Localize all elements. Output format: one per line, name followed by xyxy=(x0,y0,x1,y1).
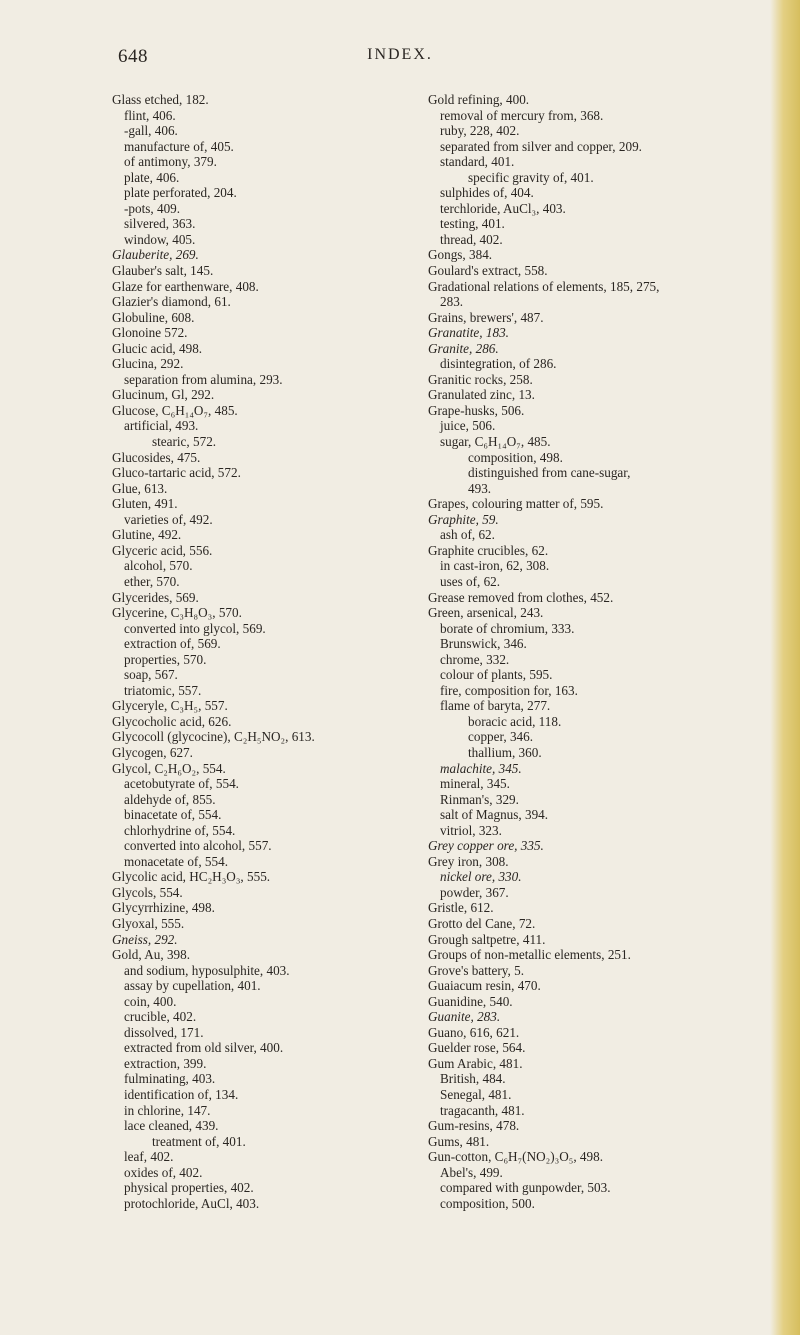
index-entry: Grey copper ore, 335. xyxy=(428,838,544,854)
index-subentry: powder, 367. xyxy=(440,884,509,900)
index-subentry: disintegration, of 286. xyxy=(440,356,557,372)
index-subentry: acetobutyrate of, 554. xyxy=(124,776,239,792)
index-entry: Gum-resins, 478. xyxy=(428,1118,520,1134)
index-subentry: -pots, 409. xyxy=(124,200,181,216)
index-subentry: composition, 500. xyxy=(440,1195,535,1211)
index-subentry: crucible, 402. xyxy=(124,1009,197,1025)
index-subentry: window, 405. xyxy=(124,231,196,247)
index-entry: Glucinum, Gl, 292. xyxy=(112,387,215,403)
index-subentry: testing, 401. xyxy=(440,216,505,232)
index-subentry: plate, 406. xyxy=(124,169,180,185)
index-entry: Gums, 481. xyxy=(428,1133,490,1149)
index-subentry: triatomic, 557. xyxy=(124,682,202,698)
index-subentry: physical properties, 402. xyxy=(124,1180,254,1196)
index-subentry: thread, 402. xyxy=(440,231,503,247)
index-subentry: manufacture of, 405. xyxy=(124,138,234,154)
index-subentry: mineral, 345. xyxy=(440,776,510,792)
index-entry: Guelder rose, 564. xyxy=(428,1040,526,1056)
index-subentry: vitriol, 323. xyxy=(440,822,502,838)
index-subentry: treatment of, 401. xyxy=(152,1133,246,1149)
index-entry: Green, arsenical, 243. xyxy=(428,605,544,621)
index-subentry: binacetate of, 554. xyxy=(124,807,222,823)
index-subentry: silvered, 363. xyxy=(124,216,196,232)
index-subentry: colour of plants, 595. xyxy=(440,667,553,683)
index-subentry: salt of Magnus, 394. xyxy=(440,807,549,823)
page-header xyxy=(0,46,800,74)
index-subentry: varieties of, 492. xyxy=(124,511,213,527)
index-subentry: Rinman's, 329. xyxy=(440,791,519,807)
index-entry: Grough saltpetre, 411. xyxy=(428,931,546,947)
index-subentry: Brunswick, 346. xyxy=(440,636,527,652)
index-subentry: nickel ore, 330. xyxy=(440,869,522,885)
index-entry: Glonoine 572. xyxy=(112,325,188,341)
index-entry: Glazier's diamond, 61. xyxy=(112,294,231,310)
index-subentry: distinguished from cane-sugar, xyxy=(468,465,631,481)
index-subentry: properties, 570. xyxy=(124,651,207,667)
index-entry: Glyoxal, 555. xyxy=(112,915,185,931)
index-subentry: leaf, 402. xyxy=(124,1149,174,1165)
index-entry: Glycogen, 627. xyxy=(112,744,193,760)
index-entry: Graphite, 59. xyxy=(428,511,499,527)
index-entry: Gristle, 612. xyxy=(428,900,494,916)
index-subentry: -gall, 406. xyxy=(124,123,178,139)
index-entry: Glucosides, 475. xyxy=(112,449,201,465)
index-entry: Grotto del Cane, 72. xyxy=(428,915,536,931)
index-entry: Glucic acid, 498. xyxy=(112,340,203,356)
index-subentry: monacetate of, 554. xyxy=(124,853,228,869)
index-entry: Guanidine, 540. xyxy=(428,993,513,1009)
index-entry: Gum Arabic, 481. xyxy=(428,1055,523,1071)
index-subentry: removal of mercury from, 368. xyxy=(440,107,604,123)
index-subentry: flint, 406. xyxy=(124,107,176,123)
index-entry: Guano, 616, 621. xyxy=(428,1024,520,1040)
index-subentry: terchloride, AuCl₃, 403. xyxy=(440,200,566,216)
index-subentry: boracic acid, 118. xyxy=(468,713,562,729)
index-entry: Glass etched, 182. xyxy=(112,92,209,107)
index-entry: Glycyrrhizine, 498. xyxy=(112,900,215,916)
index-entry: Granulated zinc, 13. xyxy=(428,387,535,403)
index-subentry: standard, 401. xyxy=(440,154,515,170)
index-entry: Gneiss, 292. xyxy=(112,931,178,947)
index-subentry: flame of baryta, 277. xyxy=(440,698,551,714)
index-entry: Grains, brewers', 487. xyxy=(428,309,544,325)
index-entry: Glycol, C₂H₆O₂, 554. xyxy=(112,760,226,776)
index-subentry: artificial, 493. xyxy=(124,418,199,434)
index-subentry: tragacanth, 481. xyxy=(440,1102,525,1118)
index-subentry: in cast-iron, 62, 308. xyxy=(440,558,550,574)
index-entry: Glue, 613. xyxy=(112,480,168,496)
index-subentry: soap, 567. xyxy=(124,667,178,683)
index-subentry: sulphides of, 404. xyxy=(440,185,534,201)
index-entry: Glutine, 492. xyxy=(112,527,182,543)
index-subentry: compared with gunpowder, 503. xyxy=(440,1180,611,1196)
index-entry: Guanite, 283. xyxy=(428,1009,501,1025)
index-entry: Grove's battery, 5. xyxy=(428,962,525,978)
index-subentry: juice, 506. xyxy=(440,418,496,434)
index-entry: Gold refining, 400. xyxy=(428,92,530,107)
index-subentry: extraction of, 569. xyxy=(124,636,221,652)
index-subentry: in chlorine, 147. xyxy=(124,1102,211,1118)
index-entry: Glucose, C₆H₁₄O₇, 485. xyxy=(112,402,238,418)
index-subentry: oxides of, 402. xyxy=(124,1164,203,1180)
index-subentry: converted into glycol, 569. xyxy=(124,620,266,636)
index-subentry: and sodium, hyposulphite, 403. xyxy=(124,962,290,978)
index-subentry: identification of, 134. xyxy=(124,1087,239,1102)
index-subentry: aldehyde of, 855. xyxy=(124,791,216,807)
index-subentry: Abel's, 499. xyxy=(440,1164,503,1180)
index-subentry: coin, 400. xyxy=(124,993,177,1009)
index-subentry: alcohol, 570. xyxy=(124,558,193,574)
index-subentry: protochloride, AuCl, 403. xyxy=(124,1195,260,1211)
index-subentry: copper, 346. xyxy=(468,729,534,745)
index-column-left xyxy=(112,92,412,1211)
index-entry: Glucina, 292. xyxy=(112,356,184,372)
index-entry: Gun-cotton, C₆H₇(NO₂)₃O₅, 498. xyxy=(428,1149,603,1165)
index-subentry: composition, 498. xyxy=(468,449,563,465)
index-entry: Glycerides, 569. xyxy=(112,589,199,605)
index-subentry: 283. xyxy=(440,294,464,310)
index-entry: Glyceric acid, 556. xyxy=(112,542,213,558)
index-subentry: chlorhydrine of, 554. xyxy=(124,822,236,838)
index-subentry: chrome, 332. xyxy=(440,651,510,667)
index-entry: Grape-husks, 506. xyxy=(428,402,525,418)
index-subentry: extracted from old silver, 400. xyxy=(124,1040,284,1056)
index-entry: Gluten, 491. xyxy=(112,496,178,512)
index-subentry: fire, composition for, 163. xyxy=(440,682,578,698)
index-entry: Granitic rocks, 258. xyxy=(428,371,533,387)
index-entry: Glycolic acid, HC₂H₃O₃, 555. xyxy=(112,869,271,885)
index-entry: Glaze for earthenware, 408. xyxy=(112,278,259,294)
index-entry: Groups of non-metallic elements, 251. xyxy=(428,947,631,963)
index-subentry: separation from alumina, 293. xyxy=(124,371,283,387)
index-entry: Glycocoll (glycocine), C₂H₅NO₂, 613. xyxy=(112,729,315,745)
index-subentry: thallium, 360. xyxy=(468,744,542,760)
index-entry: Glycols, 554. xyxy=(112,884,183,900)
index-entry: Goulard's extract, 558. xyxy=(428,263,548,279)
index-subentry: malachite, 345. xyxy=(440,760,522,776)
index-entry: Glauberite, 269. xyxy=(112,247,199,263)
index-subentry: converted into alcohol, 557. xyxy=(124,838,272,854)
page-title: INDEX. xyxy=(367,46,433,63)
index-entry: Gongs, 384. xyxy=(428,247,493,263)
index-subentry: extraction, 399. xyxy=(124,1055,207,1071)
index-subentry: separated from silver and copper, 209. xyxy=(440,138,642,154)
index-entry: Globuline, 608. xyxy=(112,309,195,325)
index-entry: Granite, 286. xyxy=(428,340,499,356)
index-entry: Grey iron, 308. xyxy=(428,853,509,869)
index-subentry: ruby, 228, 402. xyxy=(440,123,520,139)
index-column-right xyxy=(428,92,780,1211)
index-subentry: assay by cupellation, 401. xyxy=(124,978,261,994)
index-subentry: lace cleaned, 439. xyxy=(124,1118,219,1134)
index-subentry: fulminating, 403. xyxy=(124,1071,216,1087)
index-entry: Gold, Au, 398. xyxy=(112,947,191,963)
index-subentry: of antimony, 379. xyxy=(124,154,217,170)
index-subentry: sugar, C₆H₁₄O₇, 485. xyxy=(440,434,551,450)
index-subentry: British, 484. xyxy=(440,1071,506,1087)
index-entry: Glycerine, C₃H₈O₃, 570. xyxy=(112,605,242,621)
index-subentry: ash of, 62. xyxy=(440,527,495,543)
index-entry: Gradational relations of elements, 185, 275, xyxy=(428,278,660,294)
index-subentry: stearic, 572. xyxy=(152,434,217,450)
index-subentry: borate of chromium, 333. xyxy=(440,620,575,636)
index-subentry: dissolved, 171. xyxy=(124,1024,204,1040)
index-entry: Glycocholic acid, 626. xyxy=(112,713,232,729)
index-entry: Glauber's salt, 145. xyxy=(112,263,214,279)
index-entry: Guaiacum resin, 470. xyxy=(428,978,541,994)
index-subentry: 493. xyxy=(468,480,492,496)
index-subentry: plate perforated, 204. xyxy=(124,185,237,201)
index-entry: Grease removed from clothes, 452. xyxy=(428,589,614,605)
index-subentry: specific gravity of, 401. xyxy=(468,169,594,185)
index-entry: Grapes, colouring matter of, 595. xyxy=(428,496,604,512)
index-subentry: Senegal, 481. xyxy=(440,1087,512,1102)
index-entry: Gluco-tartaric acid, 572. xyxy=(112,465,241,481)
index-entry: Glyceryle, C₃H₅, 557. xyxy=(112,698,228,714)
index-subentry: uses of, 62. xyxy=(440,573,501,589)
index-entry: Graphite crucibles, 62. xyxy=(428,542,549,558)
index-entry: Granatite, 183. xyxy=(428,325,509,341)
index-subentry: ether, 570. xyxy=(124,573,180,589)
page-number: 648 xyxy=(118,46,148,67)
